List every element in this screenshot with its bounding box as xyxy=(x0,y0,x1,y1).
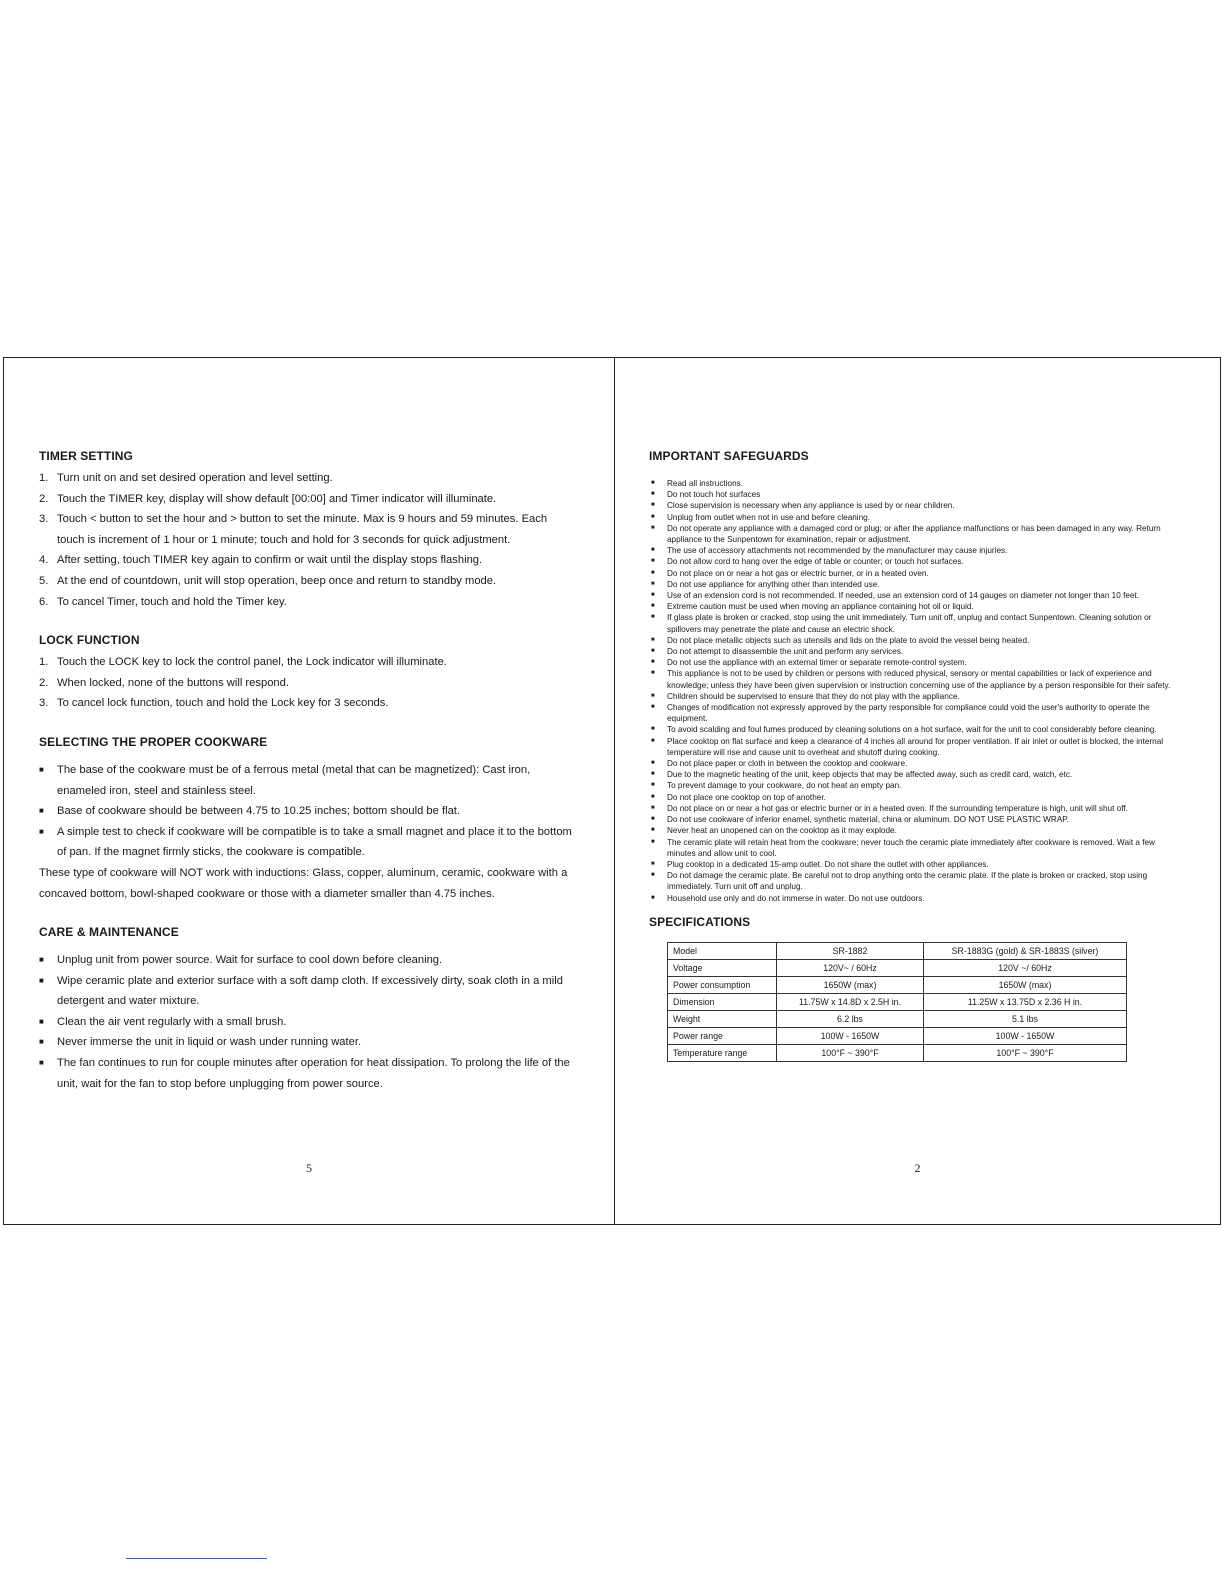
bullet-icon: ■ xyxy=(39,975,44,985)
spec-value: SR-1882 xyxy=(777,942,924,959)
timer-step: 3. Touch < button to set the hour and > button to set the minute. Max is 9 hours and 59 minutes. Each touch is increment of 1 hour or 1 minute; touch and hold for 3 seconds for quick adjustment. xyxy=(39,513,548,546)
safeguard-item: ■ Do not attempt to disassemble the unit and perform any services. xyxy=(651,647,904,657)
safeguard-item: ■ Plug cooktop in a dedicated 15-amp outlet. Do not share the outlet with other appliances. xyxy=(651,859,989,869)
safeguard-item: ■ Extreme caution must be used when moving an appliance containing hot oil or liquid. xyxy=(651,602,974,612)
bullet-icon: ■ xyxy=(651,558,655,565)
timer-step: 6. To cancel Timer, touch and hold the Timer key. xyxy=(39,595,287,608)
bullet-icon: ■ xyxy=(651,592,655,599)
specifications-heading: SPECIFICATIONS xyxy=(649,914,751,929)
care-item: ■ Unplug unit from power source. Wait for surface to cool down before cleaning. xyxy=(39,950,576,971)
lock-step: 3. To cancel lock function, touch and hold the Lock key for 3 seconds. xyxy=(39,697,389,710)
right-page xyxy=(615,358,1220,1224)
safeguard-item: ■ Do not use appliance for anything other than intended use. xyxy=(651,579,880,589)
lock-step: 2. When locked, none of the buttons will respond. xyxy=(39,676,289,689)
safeguard-item: ■ The use of accessory attachments not recommended by the manufacturer may cause injuries. xyxy=(651,546,1008,556)
bullet-icon: ■ xyxy=(651,692,655,699)
spec-row xyxy=(668,942,1127,959)
timer-setting-heading: TIMER SETTING xyxy=(39,449,133,463)
bullet-icon: ■ xyxy=(651,491,655,498)
care-item: ■ Clean the air vent regularly with a small brush. xyxy=(39,1012,576,1033)
bullet-icon: ■ xyxy=(39,1037,44,1047)
bullet-icon: ■ xyxy=(651,771,655,778)
bullet-icon: ■ xyxy=(39,1058,44,1068)
spec-label: Temperature range xyxy=(668,1044,777,1061)
safeguard-item: ■ To prevent damage to your cookware, do not heat an empty pan. xyxy=(651,781,902,791)
spec-label: Model xyxy=(668,942,777,959)
left-page xyxy=(4,358,614,1224)
cookware-item: ■ A simple test to check if cookware will be compatible is to take a small magnet and place it to the bottom of pan. If the magnet firmly sticks, the cookware is compatible. xyxy=(39,822,576,863)
cookware-list xyxy=(39,760,576,863)
bullet-icon: ■ xyxy=(651,860,655,867)
safeguard-item: ■ Do not use the appliance with an external timer or separate remote-control system. xyxy=(651,658,967,668)
lock-step: 1. Touch the LOCK key to lock the control panel, the Lock indicator will illuminate. xyxy=(39,656,447,669)
bullet-icon: ■ xyxy=(651,614,655,621)
bullet-icon: ■ xyxy=(651,524,655,531)
spec-value: 100W - 1650W xyxy=(777,1027,924,1044)
page-number: 5 xyxy=(306,1161,312,1175)
cookware-item: ■ Base of cookware should be between 4.75 to 10.25 inches; bottom should be flat. xyxy=(39,801,576,822)
spec-row xyxy=(668,1010,1127,1027)
safeguard-item: ■ This appliance is not to be used by children or persons with reduced physical, sensory or mental capabilities or lack of experience and knowledge; unless they have been given supervision or instruction concerning use of the appliance by a person responsible for their safety. xyxy=(651,669,1171,690)
bullet-icon: ■ xyxy=(651,726,655,733)
safeguard-item: ■ Do not damage the ceramic plate. Be careful not to drop anything onto the ceramic plate. If the plate is broken or cracked, stop using immediately. Turn unit off and unplug. xyxy=(651,871,1148,892)
cookware-heading: SELECTING THE PROPER COOKWARE xyxy=(39,734,268,749)
timer-step: 5. At the end of countdown, unit will stop operation, beep once and return to standby mode. xyxy=(39,574,497,587)
safeguard-item: ■ Do not place on or near a hot gas or electric burner, or in a heated oven. xyxy=(651,568,929,578)
booklet-spread xyxy=(3,357,1221,1225)
spec-value: 6.2 lbs xyxy=(777,1010,924,1027)
safeguards-list xyxy=(649,478,1184,904)
bullet-icon: ■ xyxy=(651,569,655,576)
spec-row xyxy=(668,1027,1127,1044)
spec-value: 5.1 lbs xyxy=(924,1010,1127,1027)
safeguard-item: ■ Do not place one cooktop on top of another. xyxy=(651,792,826,802)
safeguard-item: ■ The ceramic plate will retain heat from the cookware; never touch the ceramic plate immediately after cookware is removed. Wait a few minutes and allow unit to cool. xyxy=(651,837,1155,858)
spec-value: 1650W (max) xyxy=(777,976,924,993)
safeguard-item: ■ Children should be supervised to ensure that they do not play with the appliance. xyxy=(651,691,960,701)
bullet-icon: ■ xyxy=(651,704,655,711)
safeguard-item: ■ Do not allow cord to hang over the edge of table or counter; or touch hot surfaces. xyxy=(651,557,964,567)
safeguard-item: ■ Do not operate any appliance with a damaged cord or plug; or after the appliance malfunctions or has been damaged in any way. Return appliance to the Sunpentown for examination, repair or adjustment. xyxy=(651,523,1161,545)
bullet-icon: ■ xyxy=(651,793,655,800)
spec-row xyxy=(668,959,1127,976)
bullet-icon: ■ xyxy=(651,480,655,486)
footer-underline xyxy=(126,1558,267,1559)
bullet-icon: ■ xyxy=(651,838,655,845)
cookware-item: ■ The base of the cookware must be of a ferrous metal (metal that can be magnetized): Cast iron, enameled iron, steel and stainless steel. xyxy=(39,760,576,801)
spec-row xyxy=(668,976,1127,993)
bullet-icon: ■ xyxy=(651,502,655,509)
bullet-icon: ■ xyxy=(651,872,655,879)
safeguard-item: ■ Do not touch hot surfaces xyxy=(651,490,761,500)
spec-row xyxy=(668,1044,1127,1061)
specifications-table xyxy=(667,942,1127,1062)
spec-value: 1650W (max) xyxy=(924,976,1127,993)
bullet-icon: ■ xyxy=(39,764,44,774)
safeguard-item: ■ Do not place on or near a hot gas or electric burner or in a heated oven. If the surrounding temperature is high, unit will shut off. xyxy=(651,803,1128,813)
safeguard-item: ■ Close supervision is necessary when any appliance is used by or near children. xyxy=(651,501,955,511)
timer-step: 4. After setting, touch TIMER key again to confirm or wait until the display stops flashing. xyxy=(39,554,483,567)
care-item: ■ Wipe ceramic plate and exterior surface with a soft damp cloth. If excessively dirty, soak cloth in a mild detergent and water mixture. xyxy=(39,971,576,1012)
spec-value: SR-1883G (gold) & SR-1883S (silver) xyxy=(924,942,1127,959)
safeguard-item: ■ Household use only and do not immerse in water. Do not use outdoors. xyxy=(651,893,925,903)
bullet-icon: ■ xyxy=(651,782,655,789)
spec-value: 11.25W x 13.75D x 2.36 H in. xyxy=(924,993,1127,1010)
care-list xyxy=(39,950,576,1094)
bullet-icon: ■ xyxy=(651,737,655,744)
bullet-icon: ■ xyxy=(39,806,44,816)
bullet-icon: ■ xyxy=(651,804,655,811)
bullet-icon: ■ xyxy=(651,580,655,587)
cookware-note: These type of cookware will NOT work with inductions: Glass, copper, aluminum, ceramic, cookware with a concaved bottom, bowl-shaped cookware or those with a diameter smaller than 4.75 inches. xyxy=(39,866,568,900)
safeguard-item: ■ Due to the magnetic heating of the unit, keep objects that may be affected away, such as credit card, watch, etc. xyxy=(651,770,1073,780)
spec-label: Voltage xyxy=(668,959,777,976)
bullet-icon: ■ xyxy=(651,894,655,901)
bullet-icon: ■ xyxy=(651,603,655,610)
safeguards-heading: IMPORTANT SAFEGUARDS xyxy=(649,449,809,463)
safeguard-item: ■ Never heat an unopened can on the cooktop as it may explode. xyxy=(651,826,897,836)
bullet-icon: ■ xyxy=(651,816,655,823)
care-item: ■ The fan continues to run for couple minutes after operation for heat dissipation. To prolong the life of the unit, wait for the fan to stop before unplugging from power source. xyxy=(39,1053,576,1094)
care-item: ■ Never immerse the unit in liquid or wash under running water. xyxy=(39,1032,576,1053)
safeguard-item: ■ Do not use cookware of inferior enamel, synthetic material, china or aluminum. DO NOT USE PLASTIC WRAP. xyxy=(651,815,1069,825)
spec-value: 120V~ / 60Hz xyxy=(777,959,924,976)
bullet-icon: ■ xyxy=(39,955,44,965)
bullet-icon: ■ xyxy=(651,827,655,834)
safeguard-item: ■ If glass plate is broken or cracked, stop using the unit immediately. Turn unit off, unplug and contact Sunpentown. Cleaning solution or spillovers may penetrate the plate and cause an electric shock. xyxy=(651,613,1152,634)
bullet-icon: ■ xyxy=(39,1016,44,1026)
bullet-icon: ■ xyxy=(651,670,655,677)
lock-steps xyxy=(39,652,576,714)
bullet-icon: ■ xyxy=(651,636,655,643)
safeguard-item: ■ Changes of modification not expressly approved by the party responsible for compliance could void the user's authority to operate the equipment. xyxy=(651,703,1150,724)
bullet-icon: ■ xyxy=(651,648,655,655)
timer-step: 1. Turn unit on and set desired operation and level setting. xyxy=(39,472,333,484)
bullet-icon: ■ xyxy=(651,659,655,666)
page-number: 2 xyxy=(914,1161,921,1175)
spec-value: 100°F ~ 390°F xyxy=(777,1044,924,1061)
spec-value: 100°F ~ 390°F xyxy=(924,1044,1127,1061)
spec-value: 11.75W x 14.8D x 2.5H in. xyxy=(777,993,924,1010)
spec-label: Power range xyxy=(668,1027,777,1044)
spec-label: Power consumption xyxy=(668,976,777,993)
timer-step: 2. Touch the TIMER key, display will show default [00:00] and Timer indicator will illuminate. xyxy=(39,492,497,505)
bullet-icon: ■ xyxy=(651,513,655,520)
lock-function-heading: LOCK FUNCTION xyxy=(39,633,140,648)
safeguard-item: ■ Do not place metallic objects such as utensils and lids on the plate to avoid the vessel being heated. xyxy=(651,635,1030,645)
spec-value: 100W - 1650W xyxy=(924,1027,1127,1044)
safeguard-item: ■ Unplug from outlet when not in use and before cleaning. xyxy=(651,512,871,522)
safeguard-item: ■ To avoid scalding and foul fumes produced by cleaning solutions on a hot surface, wait for the unit to cool considerably before cleaning. xyxy=(651,725,1157,735)
spec-label: Weight xyxy=(668,1010,777,1027)
safeguard-item: ■ Place cooktop on flat surface and keep a clearance of 4 inches all around for proper ventilation. If air inlet or outlet is blocked, the internal temperature will rise and cause unit to overheat and shutoff during cooking. xyxy=(651,736,1164,757)
safeguard-item: ■ Read all instructions. xyxy=(651,479,743,488)
timer-steps xyxy=(39,468,576,612)
bullet-icon: ■ xyxy=(39,826,44,836)
spec-label: Dimension xyxy=(668,993,777,1010)
spec-row xyxy=(668,993,1127,1010)
bullet-icon: ■ xyxy=(651,547,655,554)
safeguard-item: ■ Use of an extension cord is not recommended. If needed, use an extension cord of 14 gauges on diameter not longer than 10 feet. xyxy=(651,591,1139,601)
safeguard-item: ■ Do not place paper or cloth in between the cooktop and cookware. xyxy=(651,759,908,769)
spec-value: 120V ~/ 60Hz xyxy=(924,959,1127,976)
care-heading: CARE & MAINTENANCE xyxy=(39,925,179,940)
bullet-icon: ■ xyxy=(651,760,655,767)
